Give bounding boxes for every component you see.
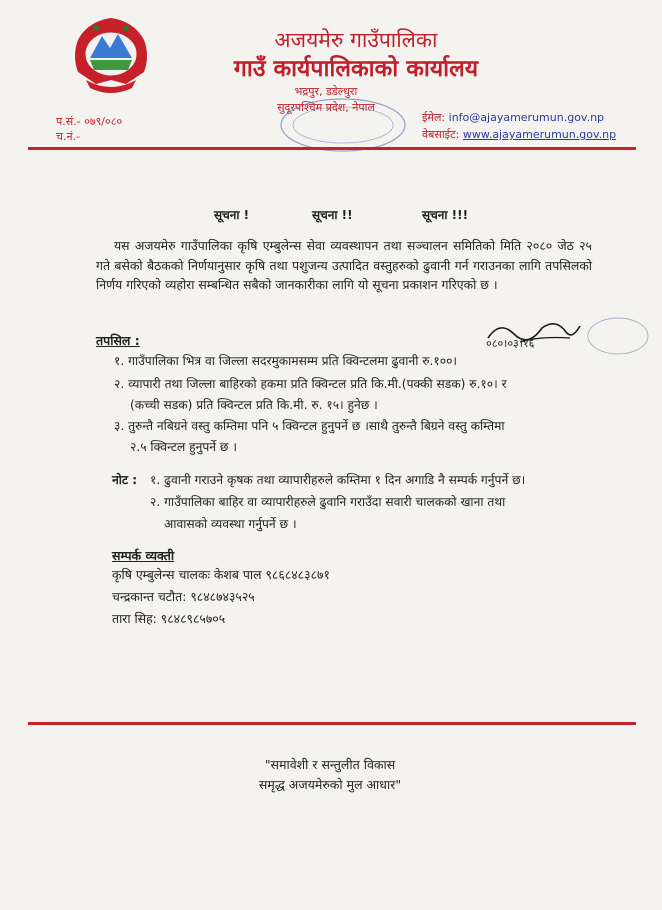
note-item-1: १. ढुवानी गराउने कृषक तथा व्यापारीहरुले कम्तिमा १ दिन अगाडि नै सम्पर्क गर्नुपर्ने छ। [150,473,526,487]
footer-divider [28,722,636,725]
signature-date: ०८०।०३।१६ [486,337,535,350]
note-item-2: २. गाउँपालिका बाहिर वा व्यापारीहरुले ढुवानि गराउँदा सवारी चालकको खाना तथा [150,495,506,509]
email-value[interactable]: info@ajayamerumun.gov.np [448,111,605,124]
website-label: वेबसाईट: [422,128,460,141]
reference-number: प.सं.- ०७९/०८० [56,115,123,128]
notice-heading-1: सूचना ! [214,208,250,222]
website-contact [422,127,616,142]
notice-heading-3: सूचना !!! [422,208,469,222]
detail-item-3-cont: २.५ क्विन्टल हुनुपर्ने छ । [130,440,237,454]
detail-item-2-cont: (कच्ची सडक) प्रति क्विन्टल प्रति कि.मी. रु. १५। हुनेछ । [130,398,378,412]
office-stamp [278,96,408,154]
address-line1: भद्रपुर, डडेल्धुरा [294,85,358,98]
footer-slogan-line1: "समावेशी र सन्तुलीत विकास [264,757,396,772]
org-name-line2: गाउँ कार्यपालिकाको कार्यालय [233,56,479,82]
contact-line-3: तारा सिह: ९८४८९८५७०५ [112,611,226,626]
detail-item-3: ३. तुरुन्तै नबिग्रने वस्तु कम्तिमा पनि ५ क्विन्टल हुनुपर्ने छ ।साथै तुरुन्तै बिग्रने वस्तु कम्तिमा [114,419,505,433]
contact-line-1: कृषि एम्बुलेन्स चालकः केशब पाल ९८६८४८३८७१ [112,567,330,582]
nepal-emblem-logo [66,14,156,98]
address-line2: सुदूरपश्चिम प्रदेश, नेपाल [277,101,375,114]
header-divider [28,147,636,150]
notice-paragraph-text: यस अजयमेरु गाउँपालिका कृषि एम्बुलेन्स सेवा व्यवस्थापन तथा सञ्चालन समितिको मिति २०८० जेठ २५ गते बसेको बैठकको निर्णयानुसार कृषि तथा पशुजन्य उत्पादित वस्तुहरुको ढुवानी गर्न गराउनका लागि तपसिलको निर्णय गरिएको व्यहोरा सम्बन्धित सबैको जानकारीका लागि यो सूचना प्रकाशन गरिएको छ । [96,238,592,292]
detail-item-2: २. व्यापारी तथा जिल्ला बाहिरको हकमा प्रति क्विन्टल प्रति कि.मी.(पक्की सडक) रु.१०। र [114,377,507,391]
website-link[interactable]: www.ajayamerumun.gov.np [462,128,617,141]
notice-heading-2: सूचना !! [312,208,353,222]
details-title: तपसिल : [96,333,140,348]
contacts-title: सम्पर्क व्यक्ती [112,548,175,563]
org-name-line1: अजयमेरु गाउँपालिका [274,28,438,52]
notes-label: नोट : [112,473,138,487]
footer-slogan-line2: समृद्ध अजयमेरुको मुल आधार" [258,777,402,792]
contact-line-2: चन्द्रकान्त चटौत: ९८४८७४३५२५ [112,589,255,604]
notice-paragraph [96,236,592,295]
detail-item-1: १. गाउँपालिका भित्र वा जिल्ला सदरमुकामसम्म प्रति क्विन्टलमा ढुवानी रु.१००। [114,354,458,368]
email-label: ईमेल: [422,111,446,124]
email-contact [422,110,604,125]
dispatch-number: च.नं.- [56,130,81,143]
note-item-2-cont: आवासको व्यवस्था गर्नुपर्ने छ । [164,517,297,531]
